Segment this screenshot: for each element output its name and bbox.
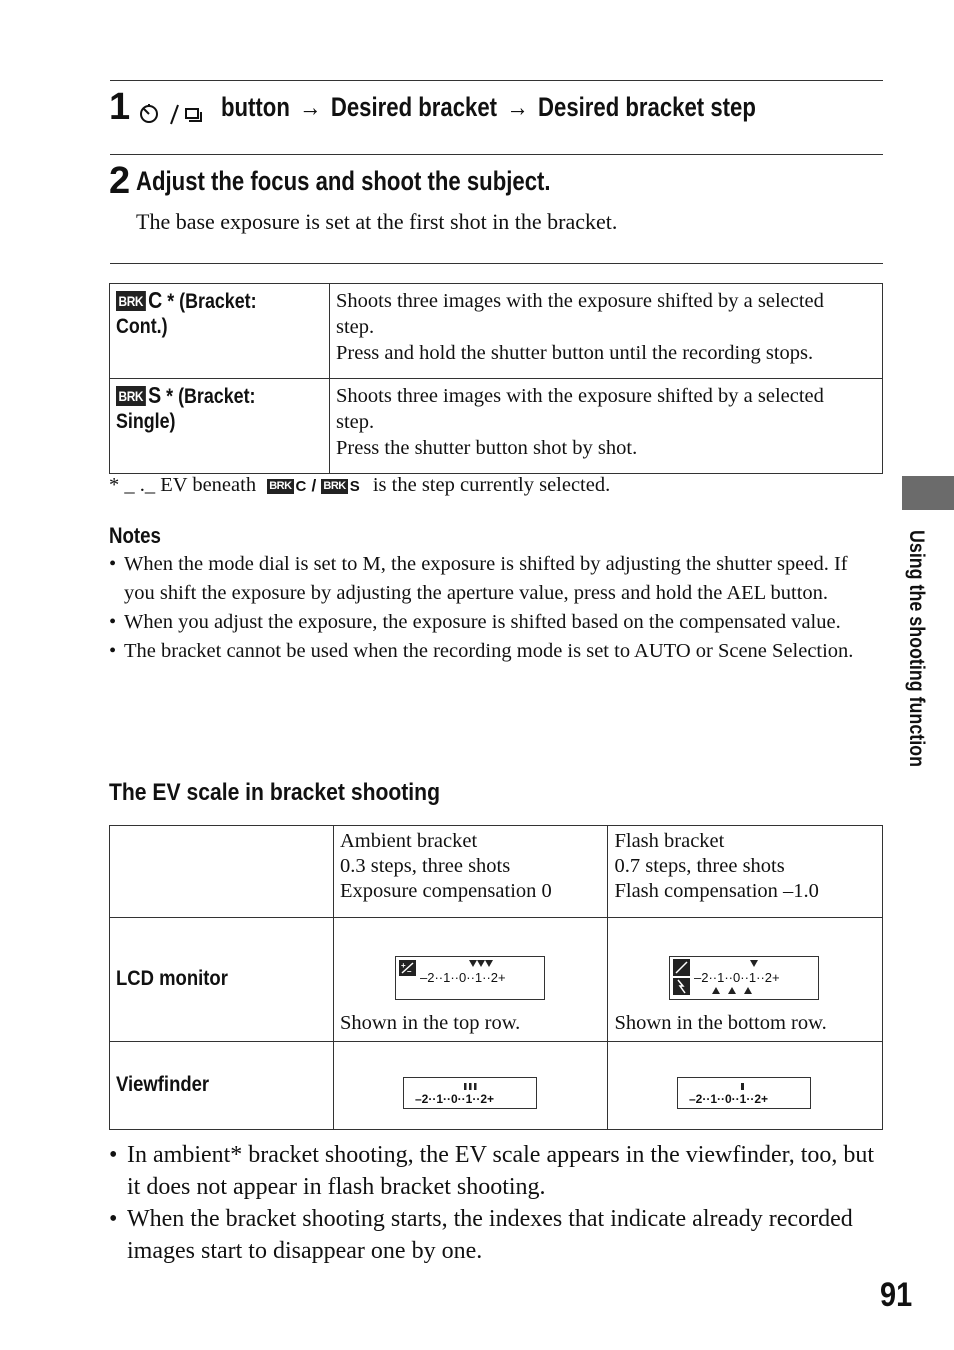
lcd-monitor-label: LCD monitor xyxy=(116,967,228,990)
lcd-flash-scale xyxy=(669,956,819,1007)
brk-icon: BRK xyxy=(323,480,346,492)
section-divider xyxy=(110,263,883,264)
brk-icon: BRK xyxy=(116,386,146,406)
svg-text:–2··1··0··1··2+: –2··1··0··1··2+ xyxy=(414,1092,495,1106)
side-label: Using the shooting function xyxy=(905,530,928,767)
notes-title: Notes xyxy=(109,523,161,548)
arrow-icon: → xyxy=(299,92,322,122)
ev-scale-icon xyxy=(395,956,545,1000)
vf-ambient-scale xyxy=(403,1077,537,1116)
table-row xyxy=(110,918,883,1042)
notes-list xyxy=(109,550,879,666)
table-row xyxy=(110,1042,883,1130)
bullet-list xyxy=(109,1139,889,1267)
svg-text:–2··1··0··1··2+: –2··1··0··1··2+ xyxy=(689,1092,769,1106)
ev-scale-flash-icon xyxy=(669,956,819,1000)
mode-letter: S xyxy=(148,382,162,408)
vf-ambient-cell xyxy=(333,1042,608,1130)
desired-bracket-step: Desired bracket step xyxy=(538,92,756,122)
lcd-flash-caption: Shown in the bottom row. xyxy=(614,1012,827,1034)
lcd-ambient-caption: Shown in the top row. xyxy=(339,1012,521,1034)
brk-icon: BRK xyxy=(116,291,146,311)
footnote: * _ ._ EV beneath BRK C / BRK S is the step currently selected. xyxy=(109,474,611,496)
lcd-label-cell xyxy=(110,918,334,1042)
bracket-modes-table xyxy=(109,283,883,474)
table-row xyxy=(110,826,883,918)
table-row xyxy=(110,284,883,379)
viewfinder-scale-icon xyxy=(677,1077,811,1109)
step-divider xyxy=(110,154,883,155)
vf-flash-scale xyxy=(677,1077,811,1116)
bracket-single-label: BRK S * (Bracket: Single) xyxy=(110,379,330,474)
ambient-header: Ambient bracket 0.3 steps, three shots Exposure compensation 0 xyxy=(333,826,608,918)
list-item: • When the bracket shooting starts, the indexes that indicate already recorded images start to disappear one by one. xyxy=(109,1203,889,1267)
step-2-body: The base exposure is set at the first shot in the bracket. xyxy=(136,209,618,234)
svg-text:–: – xyxy=(406,967,412,976)
step-1-number: 1 xyxy=(109,86,131,128)
bracket-cont-desc: Shoots three images with the exposure shifted by a selected step. Press and hold the shutter button until the recording stops. xyxy=(330,284,883,379)
table-row xyxy=(110,379,883,474)
vf-label-cell xyxy=(110,1042,334,1130)
ev-scale-table xyxy=(109,825,883,1130)
arrow-icon: → xyxy=(506,92,529,122)
flash-header: Flash bracket 0.7 steps, three shots Flash compensation –1.0 xyxy=(608,826,883,918)
page-number: 91 xyxy=(880,1276,913,1314)
desired-bracket: Desired bracket xyxy=(330,92,498,122)
section-tab xyxy=(902,476,954,510)
ev-scale-title: The EV scale in bracket shooting xyxy=(109,779,440,806)
viewfinder-scale-icon xyxy=(403,1077,537,1109)
button-text: button xyxy=(221,92,290,122)
vf-flash-cell xyxy=(608,1042,883,1130)
svg-text:–2··1··0··1··2+: –2··1··0··1··2+ xyxy=(419,970,506,985)
step-1-heading xyxy=(221,92,756,123)
mode-letter: C xyxy=(148,287,163,313)
viewfinder-label: Viewfinder xyxy=(116,1073,210,1096)
svg-text:+: + xyxy=(400,961,406,970)
lcd-flash-cell xyxy=(608,918,883,1042)
list-item: • When you adjust the exposure, the exposure is shifted based on the compensated value. xyxy=(109,608,879,637)
list-item: • In ambient* bracket shooting, the EV scale appears in the viewfinder, too, but it does not appear in flash bracket shooting. xyxy=(109,1139,889,1203)
lcd-ambient-scale xyxy=(395,956,545,1007)
list-item: • When the mode dial is set to M, the exposure is shifted by adjusting the shutter speed. If you shift the exposure by adjusting the aperture value, press and hold the AEL button. xyxy=(109,550,879,608)
brk-icon: BRK xyxy=(269,480,292,492)
self-timer-drive-icon xyxy=(138,97,213,127)
step-2-heading: Adjust the focus and shoot the subject. xyxy=(136,166,551,196)
list-item: • The bracket cannot be used when the recording mode is set to AUTO or Scene Selection. xyxy=(109,637,879,666)
top-rule xyxy=(110,80,883,81)
step-1-icons xyxy=(138,97,213,127)
svg-text:–2··1··0··1··2+: –2··1··0··1··2+ xyxy=(694,970,781,985)
bracket-cont-label: BRK C * (Bracket: Cont.) xyxy=(110,284,330,379)
step-2-number: 2 xyxy=(109,160,131,202)
bracket-single-desc: Shoots three images with the exposure shifted by a selected step. Press the shutter button shot by shot. xyxy=(330,379,883,474)
lcd-ambient-cell xyxy=(333,918,608,1042)
